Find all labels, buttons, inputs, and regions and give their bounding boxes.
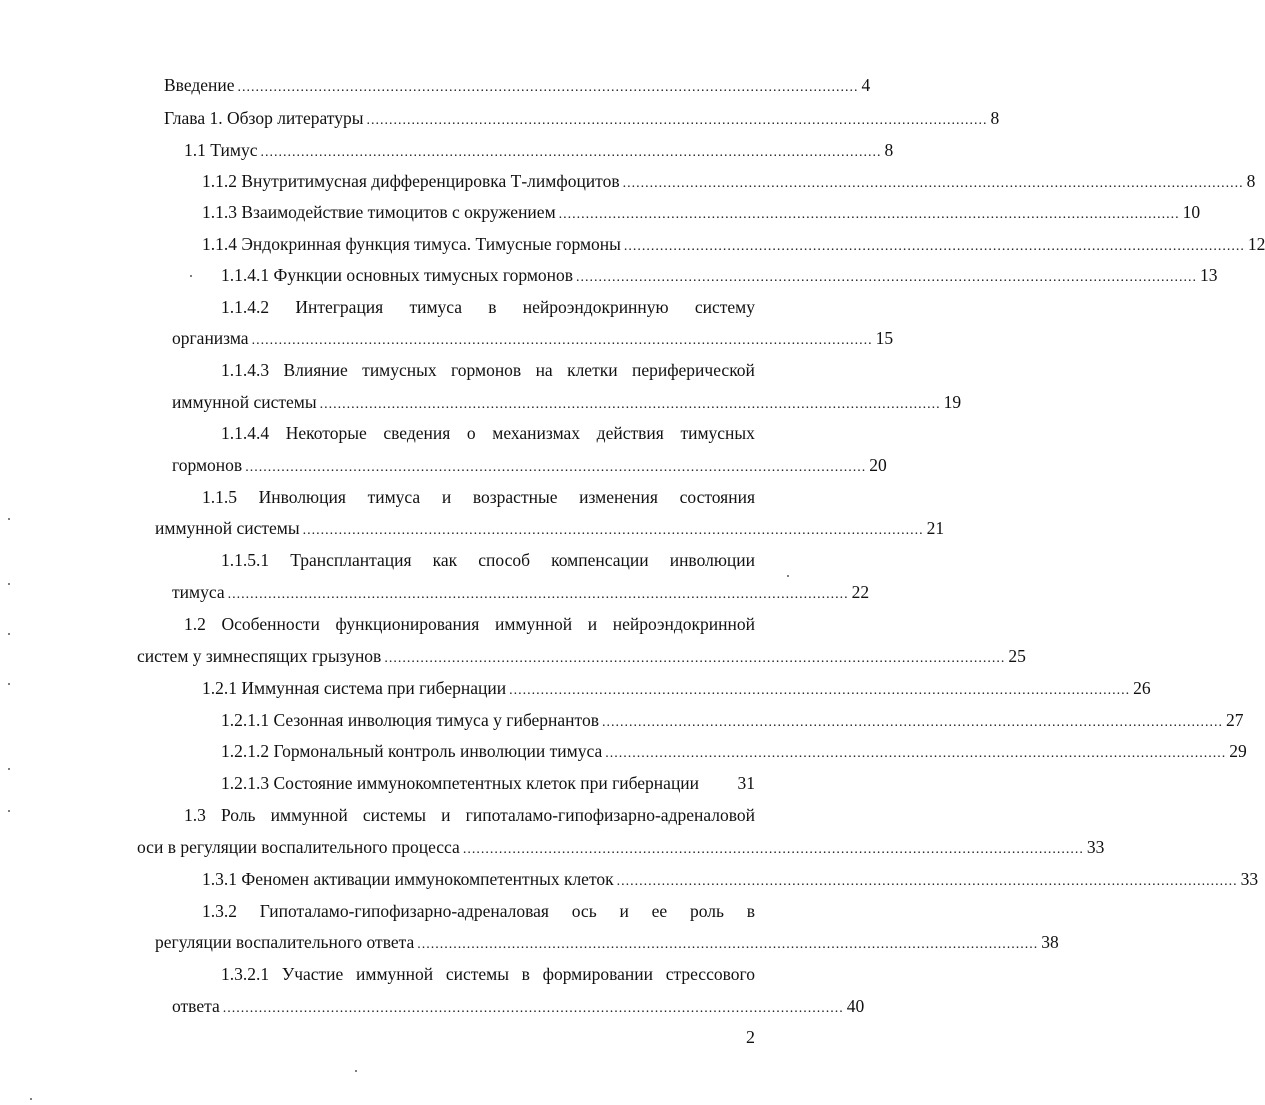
toc-word: системы [445,964,509,984]
toc-word: в [746,901,755,921]
toc-entry-title: ответа [172,996,220,1016]
toc-entry-title: иммунной системы [155,518,300,538]
toc-word: на [535,360,553,380]
toc-word: как [432,550,458,570]
toc-entry-title: 1.1 Тимус [184,140,258,160]
toc-word: изменения [579,487,658,507]
toc-word: 1.3.2 [202,901,237,921]
toc-word: Особенности [221,614,320,634]
scan-speck [787,575,789,577]
toc-entry-page: 27 [1225,710,1244,730]
toc-entry-title: 1.3.1 Феномен активации иммунокомпетентных клеток [202,869,614,889]
leader-dots: .......................................................................................................................................... [558,207,1180,222]
toc-word: Участие [281,964,344,984]
toc-word: гормонов [451,360,522,380]
toc-entry-page: 8 [990,108,1000,128]
toc-entry-title: Глава 1. Обзор литературы [164,108,364,128]
leader-dots: .......................................................................................................................................... [366,113,988,128]
toc-word: тимусных [680,423,755,443]
toc-word: ось [571,901,597,921]
toc-word: инволюции [669,550,755,570]
scan-speck [355,1070,357,1072]
toc-entry [184,139,894,164]
toc-entry-line1 [221,296,755,318]
toc-word: иммунной [356,964,434,984]
toc-entry-line1 [184,613,755,635]
toc-word: иммунной [270,805,348,825]
toc-entry-title: систем у зимнеспящих грызунов [137,646,382,666]
toc-word: тимусных [362,360,437,380]
toc-entry-page: 26 [1133,678,1151,698]
toc-entry-page: 31 [737,773,755,793]
toc-entry [202,677,1151,702]
leader-dots: .......................................................................................................................................... [601,715,1223,730]
leader-dots: .......................................................................................................................................... [623,239,1245,254]
toc-entry-title: гормонов [172,455,243,475]
toc-entry-page: 22 [851,582,870,602]
toc-word: функционирования [335,614,480,634]
toc-word: о [466,423,476,443]
scan-speck [8,583,10,585]
leader-dots: .......................................................................................................................................... [576,270,1198,285]
toc-entry-line1 [202,900,755,922]
toc-entry [172,995,865,1020]
leader-dots: .......................................................................................................................................... [302,523,924,538]
toc-entry-page: 29 [1229,741,1247,761]
toc-entry-title: Введение [164,75,235,95]
toc-entry [137,836,1105,861]
toc-word: клетки [567,360,618,380]
toc-word: и [441,487,452,507]
toc-entry [172,454,887,479]
leader-dots: .......................................................................................................................................... [622,176,1244,191]
toc-entry-page: 40 [846,996,865,1016]
toc-entry [155,517,945,542]
leader-dots: .......................................................................................................................................... [319,397,941,412]
page-number: 2 [746,1027,755,1047]
toc-word: 1.3.2.1 [221,964,270,984]
scan-speck [30,1098,32,1100]
toc-entry-page: 8 [884,140,894,160]
toc-word: роль [689,901,724,921]
toc-entry-page: 20 [869,455,887,475]
toc-entry [164,74,871,99]
toc-word: 1.2 [184,614,206,634]
toc-word: сведения [383,423,451,443]
toc-word: и [619,901,629,921]
toc-entry-page: 33 [1240,869,1259,889]
scan-speck [190,275,192,277]
toc-entry-title: 1.1.4 Эндокринная функция тимуса. Тимусные гормоны [202,234,621,254]
leader-dots: .......................................................................................................................................... [462,842,1084,857]
toc-word: формировании [542,964,654,984]
toc-word: действия [596,423,664,443]
toc-word: нейроэндокринную [522,297,669,317]
toc-word: 1.1.5.1 [221,550,270,570]
toc-entry-page: 19 [943,392,962,412]
leader-dots: .......................................................................................................................................... [245,460,867,475]
toc-entry [221,772,755,794]
toc-word: тимуса [409,297,463,317]
toc-word: Интеграция [295,297,384,317]
toc-entry-title: 1.2.1.1 Сезонная инволюция тимуса у гибернантов [221,710,599,730]
toc-word: периферической [631,360,755,380]
toc-word: Инволюция [258,487,346,507]
toc-entry-page: 8 [1246,171,1256,191]
toc-word: гипоталамо-гипофизарно-адреналовой [465,805,755,825]
toc-word: 1.1.4.4 [221,423,270,443]
toc-entry-page: 12 [1247,234,1265,254]
leader-dots: .......................................................................................................................................... [227,587,849,602]
leader-dots: .......................................................................................................................................... [605,746,1227,761]
toc-word: механизмах [492,423,581,443]
toc-entry [137,645,1026,670]
toc-entry-page: 13 [1200,265,1218,285]
toc-entry [221,709,1244,734]
toc-word: 1.1.4.2 [221,297,270,317]
toc-entry-page: 10 [1182,202,1201,222]
toc-word: систему [694,297,755,317]
toc-word: 1.1.5 [202,487,237,507]
toc-word: способ [478,550,531,570]
toc-entry-page: 38 [1041,932,1059,952]
toc-word: 1.1.4.3 [221,360,270,380]
toc-entry [164,107,1000,132]
toc-entry [221,740,1247,765]
toc-word: компенсации [551,550,649,570]
toc-entry-line1 [221,422,755,444]
toc-entry-title: 1.2.1.3 Состояние иммунокомпетентных клеток при гибернации [221,773,700,793]
toc-word: Трансплантация [290,550,412,570]
toc-word: и [587,614,598,634]
toc-word: в [488,297,497,317]
leader-dots: .......................................................................................................................................... [222,1001,844,1016]
toc-word: Роль [221,805,256,825]
toc-word: и [441,805,451,825]
scan-speck [8,518,10,520]
scan-speck [8,633,10,635]
toc-entry-line1 [184,804,755,826]
toc-entry [202,170,1256,195]
toc-entry-page: 25 [1008,646,1026,666]
toc-entry [202,868,1259,893]
toc-word: тимуса [367,487,421,507]
toc-entry-title: регуляции воспалительного ответа [155,932,415,952]
toc-word: нейроэндокринной [612,614,755,634]
toc-entry-title: 1.2.1.2 Гормональный контроль инволюции тимуса [221,741,603,761]
toc-word: системы [362,805,427,825]
toc-entry-title: 1.1.4.1 Функции основных тимусных гормонов [221,265,574,285]
toc-word: стрессового [665,964,755,984]
toc-entry-line1 [221,549,755,571]
toc-entry-title: оси в регуляции воспалительного процесса [137,837,460,857]
toc-entry-title: 1.1.3 Взаимодействие тимоцитов с окружением [202,202,556,222]
scan-speck [8,768,10,770]
toc-entry [202,233,1265,258]
toc-entry [155,931,1059,956]
toc-entry-line1 [202,486,755,508]
toc-entry-page: 21 [926,518,945,538]
toc-word: Некоторые [285,423,367,443]
toc-entry [221,264,1218,289]
toc-entry-line1 [221,963,755,985]
toc-word: 1.3 [184,805,206,825]
toc-word: Гипоталамо-гипофизарно-адреналовая [259,901,549,921]
toc-entry-page: 4 [861,75,871,95]
toc-entry [202,201,1201,226]
leader-dots: .......................................................................................................................................... [616,874,1238,889]
toc-entry-title: 1.1.2 Внутритимусная дифференцировка Т-лимфоцитов [202,171,620,191]
toc-entry [172,581,870,606]
leader-dots: .......................................................................................................................................... [237,80,859,95]
leader-dots: .......................................................................................................................................... [417,937,1039,952]
toc-word: возрастные [472,487,558,507]
toc-entry [172,391,962,416]
toc-entry-line1 [221,359,755,381]
scan-speck [8,683,10,685]
leader-dots: .......................................................................................................................................... [509,683,1131,698]
toc-entry [172,327,894,352]
toc-entry-title: 1.2.1 Иммунная система при гибернации [202,678,507,698]
toc-entry-title: иммунной системы [172,392,317,412]
toc-word: состояния [679,487,755,507]
toc-entry-title: организма [172,328,249,348]
toc-entry-title: тимуса [172,582,225,602]
scan-speck [8,810,10,812]
toc-entry-page: 15 [875,328,894,348]
toc-word: иммунной [494,614,573,634]
toc-word: ее [651,901,668,921]
leader-dots: .......................................................................................................................................... [251,333,873,348]
leader-dots: .......................................................................................................................................... [384,651,1006,666]
toc-word: в [521,964,530,984]
toc-word: Влияние [283,360,348,380]
toc-entry-page: 33 [1086,837,1105,857]
leader-dots: .......................................................................................................................................... [260,145,882,160]
